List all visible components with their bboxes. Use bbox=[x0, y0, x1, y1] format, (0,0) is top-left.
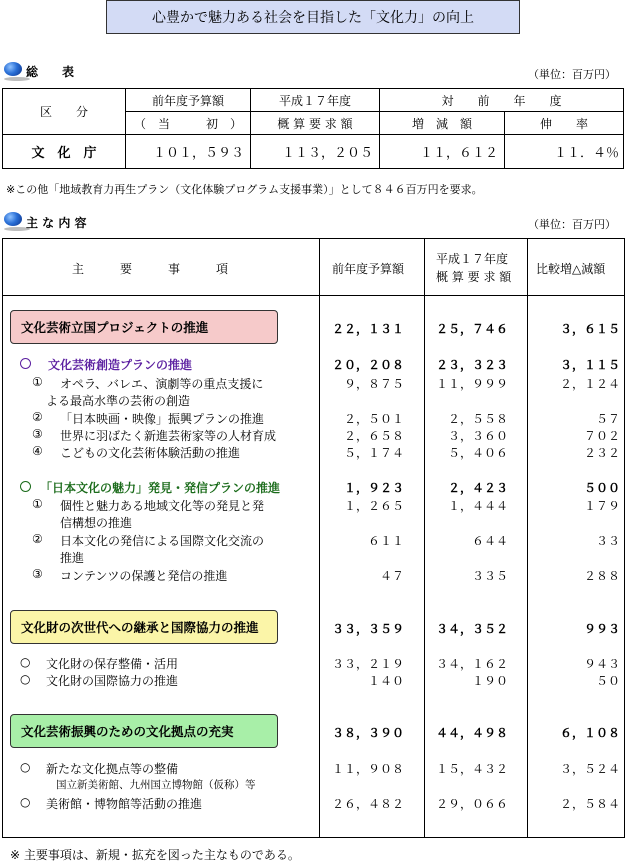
item-prev: ４７ bbox=[379, 569, 404, 583]
list-item-number: ① bbox=[32, 497, 43, 511]
list-item-sub: 国立新美術館、九州国立博物館（仮称）等 bbox=[56, 779, 256, 791]
item-diff: ９４３ bbox=[583, 657, 620, 671]
cat1-diff: ３，６１５ bbox=[559, 322, 620, 336]
list-item: 「日本映画・映像」振興プランの推進 bbox=[60, 412, 265, 426]
sub2-diff: ５００ bbox=[583, 481, 620, 495]
list-item: 文化財の保存整備・活用 bbox=[46, 657, 179, 671]
main-unit: （単位：百万円） bbox=[528, 218, 616, 231]
circle-bullet-icon bbox=[20, 358, 31, 369]
col-divider bbox=[424, 238, 425, 838]
item-diff: ５０ bbox=[595, 674, 620, 688]
sub1-diff: ３，１１５ bbox=[559, 358, 620, 372]
item-req: ２，５５８ bbox=[447, 412, 508, 426]
item-prev: ９，８７５ bbox=[343, 377, 404, 391]
summary-diff: １１，６１２ bbox=[380, 135, 505, 169]
item-prev: ２６，４８２ bbox=[331, 797, 404, 811]
summary-heading: 総 表 bbox=[26, 65, 75, 79]
bullet-ball-icon bbox=[4, 62, 22, 76]
summary-col-kubun: 区 分 bbox=[3, 89, 126, 135]
item-diff: ７０２ bbox=[583, 429, 620, 443]
summary-req: １１３，２０５ bbox=[251, 135, 380, 169]
item-req: ３，３６０ bbox=[447, 429, 508, 443]
summary-unit: （単位：百万円） bbox=[528, 68, 616, 81]
cat2-prev: ３３，３５９ bbox=[331, 622, 404, 636]
main-heading: 主 な 内 容 bbox=[26, 216, 87, 230]
item-diff: ２，５８４ bbox=[559, 797, 620, 811]
list-item: オペラ、バレエ、演劇等の重点支援に bbox=[60, 377, 264, 391]
list-item-number: ① bbox=[32, 375, 43, 389]
item-prev: １４０ bbox=[367, 674, 404, 688]
list-item: 新たな文化拠点等の整備 bbox=[46, 762, 179, 776]
list-item: 文化財の国際協力の推進 bbox=[46, 674, 179, 688]
summary-row-label: 文 化 庁 bbox=[3, 135, 126, 169]
page-title: 心豊かで魅力ある社会を目指した「文化力」の向上 bbox=[106, 0, 520, 34]
item-req: ３３５ bbox=[471, 569, 508, 583]
summary-prev: １０１，５９３ bbox=[126, 135, 251, 169]
item-diff: ３，５２４ bbox=[559, 762, 620, 776]
main-col-item: 主 要 事 項 bbox=[72, 262, 229, 276]
item-diff: ２３２ bbox=[583, 446, 620, 460]
cat2-diff: ９９３ bbox=[583, 622, 620, 636]
circle-bullet-icon: ○ bbox=[20, 672, 31, 686]
cat3-req: ４４，４９８ bbox=[435, 726, 508, 740]
summary-col-prev-top: 前年度予算額 bbox=[126, 89, 251, 112]
list-item: 個性と魅力ある地域文化等の発見と発 bbox=[60, 499, 265, 513]
list-item-number: ② bbox=[32, 410, 43, 424]
list-item-number: ③ bbox=[32, 567, 43, 581]
main-col-req-bottom: 概 算 要 求 額 bbox=[436, 270, 512, 284]
item-prev: ５，１７４ bbox=[343, 446, 404, 460]
category-box-heritage bbox=[10, 610, 278, 644]
item-prev: ２，６５８ bbox=[343, 429, 404, 443]
sub2-label: 「日本文化の魅力」発見・発信プランの推進 bbox=[40, 481, 281, 495]
summary-col-diff-top: 対 前 年 度 bbox=[380, 89, 624, 112]
list-item-number: ③ bbox=[32, 427, 43, 441]
circle-bullet-icon: ○ bbox=[20, 795, 31, 809]
sub1-label: 文化芸術創造プランの推進 bbox=[48, 358, 193, 372]
item-req: １１，９９９ bbox=[435, 377, 508, 391]
circle-bullet-icon: ○ bbox=[20, 655, 31, 669]
cat1-prev: ２２，１３１ bbox=[331, 322, 404, 336]
category-box-culture-nation bbox=[10, 310, 278, 344]
category-label: 文化芸術立国プロジェクトの推進 bbox=[21, 320, 209, 335]
item-diff: ２，１２４ bbox=[559, 377, 620, 391]
list-item: 日本文化の発信による国際文化交流の bbox=[60, 534, 265, 548]
item-prev: ６１１ bbox=[367, 534, 404, 548]
bullet-ball-icon bbox=[4, 212, 22, 226]
item-prev: ２，５０１ bbox=[343, 412, 404, 426]
cat3-diff: ６，１０８ bbox=[559, 726, 620, 740]
summary-note: ※この他「地域教育力再生プラン（文化体験プログラム支援事業）」として８４６百万円を要求。 bbox=[6, 183, 483, 196]
summary-col-diff-rate: 伸 率 bbox=[505, 112, 624, 135]
list-item: 世界に羽ばたく新進芸術家等の人材育成 bbox=[60, 429, 277, 443]
item-req: ２９，０６６ bbox=[435, 797, 508, 811]
list-item: 美術館・博物館等活動の推進 bbox=[46, 797, 203, 811]
cat2-req: ３４，３５２ bbox=[435, 622, 508, 636]
sub1-req: ２３，３２３ bbox=[435, 358, 508, 372]
sub2-req: ２，４２３ bbox=[447, 481, 508, 495]
list-item: こどもの文化芸術体験活動の推進 bbox=[60, 446, 241, 460]
category-label: 文化芸術振興のための文化拠点の充実 bbox=[21, 724, 234, 739]
list-item-cont: 推進 bbox=[60, 551, 85, 565]
item-diff: １７９ bbox=[583, 499, 620, 513]
item-req: １５，４３２ bbox=[435, 762, 508, 776]
sub2-prev: １，９２３ bbox=[343, 481, 404, 495]
list-item: コンテンツの保護と発信の推進 bbox=[60, 569, 228, 583]
header-divider bbox=[2, 295, 625, 296]
list-item-number: ④ bbox=[32, 444, 43, 458]
item-prev: ３３，２１９ bbox=[331, 657, 404, 671]
summary-col-req-top: 平成１７年度 bbox=[251, 89, 380, 112]
summary-rate: １１．４％ bbox=[505, 135, 624, 169]
item-diff: ２８８ bbox=[583, 569, 620, 583]
main-col-diff: 比較増△減額 bbox=[536, 262, 606, 276]
circle-bullet-icon: ○ bbox=[20, 760, 31, 774]
category-label: 文化財の次世代への継承と国際協力の推進 bbox=[21, 620, 259, 635]
list-item-number: ② bbox=[32, 532, 43, 546]
summary-col-diff-amt: 増 減 額 bbox=[380, 112, 505, 135]
col-divider bbox=[527, 238, 528, 838]
cat3-prev: ３８，３９０ bbox=[331, 726, 404, 740]
circle-bullet-icon bbox=[20, 481, 31, 492]
list-item-cont: 信構想の推進 bbox=[60, 516, 133, 530]
main-col-prev: 前年度予算額 bbox=[332, 262, 405, 276]
item-req: ６４４ bbox=[471, 534, 508, 548]
col-divider bbox=[319, 238, 320, 838]
item-req: １，４４４ bbox=[447, 499, 508, 513]
cat1-req: ２５，７４６ bbox=[435, 322, 508, 336]
item-prev: １，２６５ bbox=[343, 499, 404, 513]
item-diff: ３３ bbox=[595, 534, 620, 548]
list-item-cont: よる最高水準の芸術の創造 bbox=[46, 394, 191, 408]
sub1-prev: ２０，２０８ bbox=[331, 358, 404, 372]
footnote: ※ 主要事項は、新規・拡充を図った主なものである。 bbox=[10, 848, 300, 862]
item-req: ５，４０６ bbox=[447, 446, 508, 460]
summary-col-prev-bottom: （ 当 初 ） bbox=[126, 112, 251, 135]
summary-table bbox=[2, 88, 624, 169]
category-box-cultural-base bbox=[10, 714, 278, 748]
main-col-req-top: 平成１７年度 bbox=[436, 252, 509, 266]
item-req: １９０ bbox=[471, 674, 508, 688]
item-req: ３４，１６２ bbox=[435, 657, 508, 671]
item-diff: ５７ bbox=[595, 412, 620, 426]
item-prev: １１，９０８ bbox=[331, 762, 404, 776]
summary-col-req-bottom: 概 算 要 求 額 bbox=[251, 112, 380, 135]
